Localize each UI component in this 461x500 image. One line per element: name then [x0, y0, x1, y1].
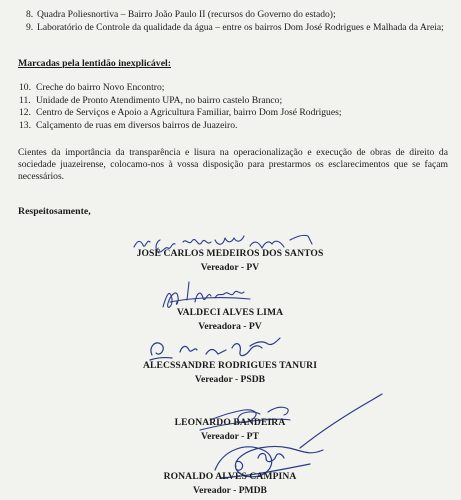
works-list-top [0, 9, 447, 34]
signer-name: JOSÉ CARLOS MEDEIROS DOS SANTOS [136, 248, 324, 259]
signer-name: RONALDO ALVES CAMPINA [163, 471, 297, 482]
closing-paragraph: Cientes da importância da transparência e lisura na operacionalização e execução de obras de direito da sociedade juazeirense, colocamo-nos à vossa disposição para prestarmos os esclarecimentos que se façam necessários. [18, 147, 448, 183]
signer-role: Vereador - PT [201, 431, 259, 442]
list-item-number: 10. [19, 82, 31, 93]
signer-block [100, 360, 360, 385]
list-item [0, 82, 446, 95]
list-item-number: 13. [19, 119, 31, 131]
list-item-text: Laboratório de Controle da qualidade da água – entre os bairros Dom José Rodrigues e Malhada da Areia; [37, 21, 444, 33]
signer-block [100, 248, 360, 273]
list-item-number: 11. [19, 94, 31, 106]
section-heading: Marcadas pela lentidão inexplicável: [18, 58, 172, 69]
signer-name: LEONARDO BANDEIRA [174, 417, 286, 428]
signer-block [100, 417, 360, 442]
signer-name: ALECSSANDRE RODRIGUES TANURI [142, 360, 318, 371]
list-item-text: Unidade de Pronto Atendimento UPA, no bairro castelo Branco; [36, 94, 283, 106]
salutation: Respeitosamente, [18, 206, 91, 217]
works-list-bottom [0, 82, 446, 132]
list-item-text: Creche do bairro Novo Encontro; [36, 82, 165, 93]
list-item-text: Quadra Poliesnortiva – Bairro João Paulo II (recursos do Governo do estado); [37, 9, 336, 20]
list-item-number: 8. [26, 9, 34, 20]
signer-role: Vereadora - PV [198, 321, 262, 332]
list-item [0, 120, 446, 133]
list-item-text: Centro de Serviços e Apoio a Agricultura Familiar, bairro Dom José Rodrigues; [36, 107, 342, 118]
list-item [0, 9, 447, 22]
signer-name: VALDECI ALVES LIMA [176, 307, 284, 318]
signer-role: Vereador - PSDB [194, 374, 266, 385]
list-item-number: 12. [19, 107, 31, 118]
signature-3 [150, 338, 280, 360]
list-item [0, 107, 446, 120]
list-item [0, 95, 446, 108]
signer-block [100, 307, 360, 332]
signer-role: Vereador - PMDB [193, 485, 267, 496]
list-item-text: Calçamento de ruas em diversos bairros de Juazeiro. [36, 119, 238, 131]
signature-2 [163, 282, 250, 307]
list-item-number: 9. [26, 21, 34, 33]
signer-role: Vereador - PV [200, 262, 260, 273]
signer-block [100, 471, 360, 496]
list-item [0, 22, 447, 35]
